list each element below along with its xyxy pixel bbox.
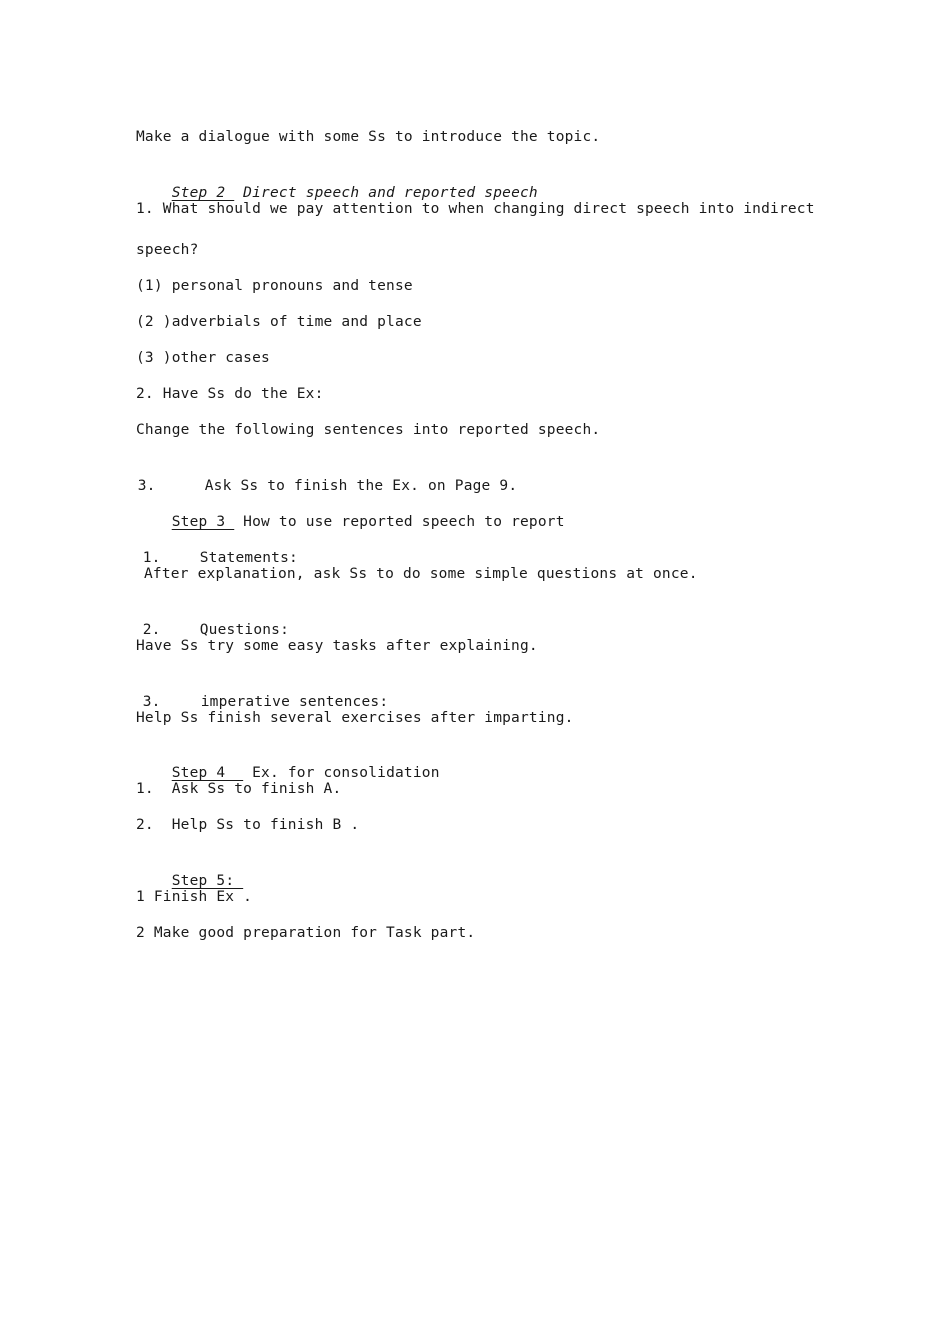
step-3-item-1-detail: After explanation, ask Ss to do some simple questions at once. — [144, 566, 698, 582]
step-4-title: Ex. for consolidation — [243, 765, 440, 781]
sub-item-1: (1) personal pronouns and tense — [136, 278, 413, 294]
step-5-label: Step 5: — [171, 873, 244, 889]
step-3-item-2-detail: Have Ss try some easy tasks after explaining. — [136, 638, 538, 654]
step-2-label: Step 2 — [171, 185, 235, 201]
list-number: 2. — [142, 622, 161, 638]
list-number: 3. — [137, 478, 156, 494]
step-5-item-1: 1 Finish Ex . — [136, 889, 253, 905]
list-number: 1. — [142, 550, 161, 566]
step-2-item-2: 2. Have Ss do the Ex: — [136, 386, 324, 402]
sub-item-3: (3 )other cases — [136, 350, 270, 366]
step-4-item-2: 2. Help Ss to finish B . — [136, 817, 360, 833]
list-text: Statements: — [199, 550, 298, 566]
step-5-item-2: 2 Make good preparation for Task part. — [136, 925, 476, 941]
list-text: imperative sentences: — [200, 694, 389, 710]
step-2-title: Direct speech and reported speech — [234, 185, 538, 201]
list-number: 3. — [142, 694, 161, 710]
intro-line: Make a dialogue with some Ss to introduce the topic. — [136, 129, 601, 145]
sub-item-2: (2 )adverbials of time and place — [136, 314, 422, 330]
step-3-item-3-detail: Help Ss finish several exercises after imparting. — [136, 710, 574, 726]
step-2-item-1: 1. What should we pay attention to when changing direct speech into indirect — [136, 201, 815, 217]
list-text: Questions: — [199, 622, 290, 638]
step-4-item-1: 1. Ask Ss to finish A. — [136, 781, 342, 797]
step-2-item-1-cont: speech? — [136, 242, 199, 258]
step-4-label: Step 4 — [171, 765, 244, 781]
list-text: Ask Ss to finish the Ex. on Page 9. — [204, 478, 518, 494]
step-3-label: Step 3 — [171, 514, 235, 530]
step-3-title: How to use reported speech to report — [234, 514, 565, 530]
step-2-item-2-detail: Change the following sentences into reported speech. — [136, 422, 601, 438]
